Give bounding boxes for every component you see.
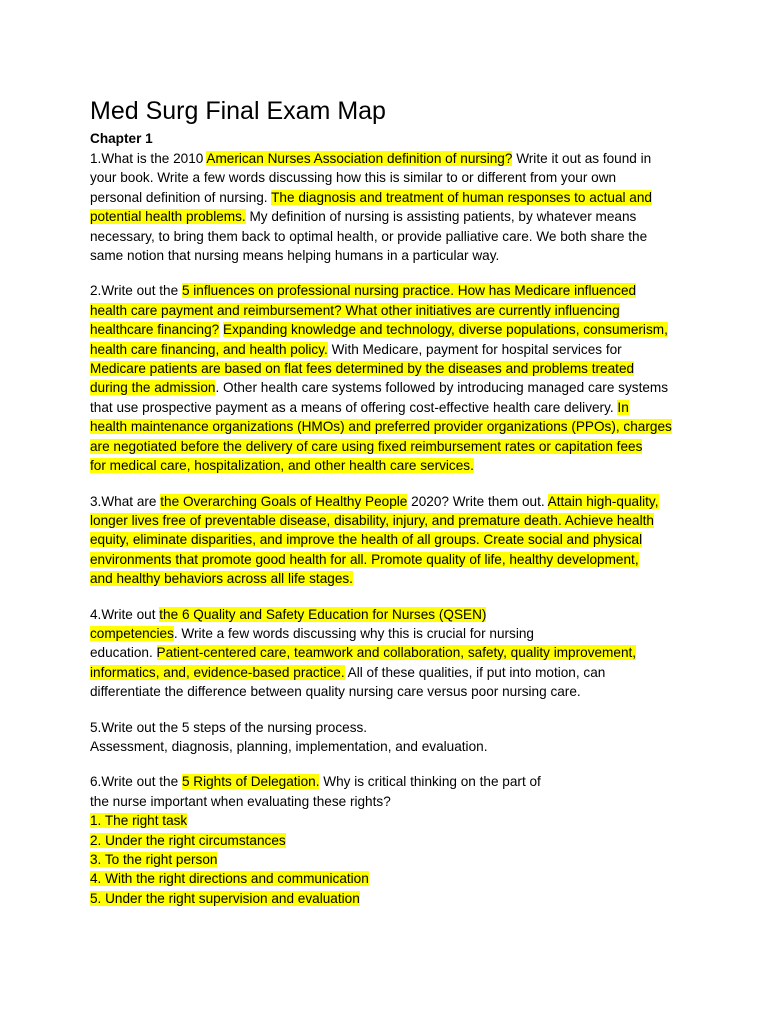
question-paragraph-3: [90, 492, 698, 589]
highlighted-text: competencies: [90, 625, 174, 641]
text-segment: My definition of nursing is assisting patients, by whatever means: [245, 209, 637, 225]
text-line: [90, 437, 698, 456]
highlighted-text: Patient-centered care, teamwork and collaboration, safety, quality improvement,: [156, 645, 637, 661]
highlighted-text: during the admission: [90, 380, 216, 396]
text-line: [90, 643, 698, 662]
text-segment: 4.Write out: [90, 606, 160, 622]
text-line: [90, 772, 698, 791]
highlighted-text: longer lives free of preventable disease, disability, injury, and premature death. Achieve health: [90, 512, 654, 528]
text-segment: . Write a few words discussing why this is crucial for nursing: [173, 625, 534, 641]
highlighted-text: 3. To the right person: [90, 852, 218, 867]
text-segment: your book. Write a few words discussing how this is similar to or different from your own: [90, 170, 617, 186]
text-segment: 2.Write out the: [90, 283, 182, 299]
highlighted-text: 5 influences on professional nursing practice. How has Medicare influenced: [181, 283, 637, 299]
text-segment: 6.Write out the: [90, 774, 182, 790]
text-line: [90, 811, 698, 830]
text-segment: the nurse important when evaluating these rights?: [90, 793, 391, 809]
text-line: [90, 301, 698, 320]
text-line: [90, 831, 698, 850]
highlighted-text: health care financing, and health policy.: [90, 341, 328, 357]
highlighted-text: environments that promote good health for all. Promote quality of life, healthy development,: [90, 551, 639, 567]
highlighted-text: Expanding knowledge and technology, diverse populations, consumerism,: [223, 322, 668, 338]
text-segment: differentiate the difference between quality nursing care versus poor nursing care.: [90, 684, 581, 700]
text-line: [90, 850, 698, 869]
text-segment: 3.What are: [90, 493, 161, 509]
text-segment: All of these qualities, if put into motion, can: [344, 664, 606, 680]
highlighted-text: Attain high-quality,: [547, 493, 659, 509]
highlighted-text: In: [617, 399, 629, 415]
text-line: [90, 456, 698, 475]
highlighted-text: The diagnosis and treatment of human responses to actual and: [271, 189, 652, 205]
text-segment: 5.Write out the 5 steps of the nursing process.: [90, 719, 368, 735]
highlighted-text: 5. Under the right supervision and evaluation: [90, 890, 360, 906]
text-segment: that use prospective payment as a means of offering cost-effective health care delivery.: [90, 399, 618, 415]
text-line: [90, 663, 698, 682]
document-title: Med Surg Final Exam Map: [90, 97, 386, 125]
text-segment: personal definition of nursing.: [90, 189, 272, 205]
highlighted-text: the Overarching Goals of Healthy People: [160, 493, 408, 509]
highlighted-text: the 6 Quality and Safety Education for Nurses (QSEN): [159, 606, 487, 622]
text-line: [90, 359, 698, 378]
highlighted-text: 2. Under the right circumstances: [90, 832, 286, 848]
text-segment: Assessment, diagnosis, planning, implementation, and evaluation.: [90, 738, 488, 754]
highlighted-text: informatics, and, evidence-based practice.: [90, 664, 345, 680]
text-line: [90, 227, 698, 246]
text-line: [90, 492, 698, 511]
question-paragraph-1: [90, 149, 698, 265]
text-segment: same notion that nursing means helping humans in a particular way.: [90, 248, 500, 264]
text-segment: Write it out as found in: [512, 151, 652, 166]
highlighted-text: healthcare financing?: [90, 322, 220, 338]
text-line: [90, 550, 698, 569]
text-segment: With Medicare, payment for hospital services for: [327, 341, 622, 357]
highlighted-text: for medical care, hospitalization, and other health care services.: [90, 458, 474, 474]
text-line: [90, 168, 698, 187]
text-line: [90, 605, 698, 624]
question-paragraph-5: [90, 718, 698, 757]
text-line: [90, 869, 698, 888]
text-line: [90, 340, 698, 359]
highlighted-text: and healthy behaviors across all life stages.: [90, 571, 353, 587]
highlighted-text: equity, eliminate disparities, and improve the health of all groups. Create social and physical: [90, 532, 643, 548]
highlighted-text: health care payment and reimbursement? What other initiatives are currently influencing: [90, 302, 620, 318]
text-line: [90, 682, 698, 701]
text-line: [90, 624, 698, 643]
question-paragraph-4: [90, 605, 698, 702]
question-paragraph-2: [90, 281, 698, 475]
text-line: [90, 207, 698, 226]
highlighted-text: 1. The right task: [90, 813, 188, 829]
text-line: [90, 737, 698, 756]
text-line: [90, 569, 698, 588]
highlighted-text: potential health problems.: [90, 209, 246, 225]
highlighted-text: 5 Rights of Delegation.: [181, 774, 320, 790]
text-line: [90, 378, 698, 397]
text-segment: . Other health care systems followed by introducing managed care systems: [215, 380, 669, 396]
text-line: [90, 718, 698, 737]
text-line: [90, 511, 698, 530]
text-line: [90, 530, 698, 549]
text-segment: education.: [90, 645, 157, 661]
chapter-heading: Chapter 1: [90, 131, 153, 146]
text-line: [90, 149, 698, 168]
text-line: [90, 188, 698, 207]
highlighted-text: 4. With the right directions and communication: [90, 871, 369, 887]
highlighted-text: are negotiated before the delivery of care using fixed reimbursement rates or capitation fees: [90, 438, 643, 454]
text-segment: 2020? Write them out.: [407, 493, 548, 509]
text-line: [90, 792, 698, 811]
highlighted-text: Medicare patients are based on flat fees determined by the diseases and problems treated: [90, 361, 635, 377]
text-line: [90, 246, 698, 265]
question-paragraph-6: [90, 772, 698, 908]
text-line: [90, 320, 698, 339]
text-line: [90, 417, 698, 436]
text-segment: Why is critical thinking on the part of: [319, 774, 541, 790]
text-segment: 1.What is the 2010: [90, 151, 207, 166]
document-body: [90, 149, 698, 908]
text-line: [90, 281, 698, 300]
highlighted-text: health maintenance organizations (HMOs) and preferred provider organizations (PPOs), charges: [90, 419, 672, 435]
highlighted-text: American Nurses Association definition of nursing?: [206, 151, 513, 166]
text-line: [90, 889, 698, 908]
text-segment: necessary, to bring them back to optimal health, or provide palliative care. We both share the: [90, 228, 648, 244]
text-line: [90, 398, 698, 417]
